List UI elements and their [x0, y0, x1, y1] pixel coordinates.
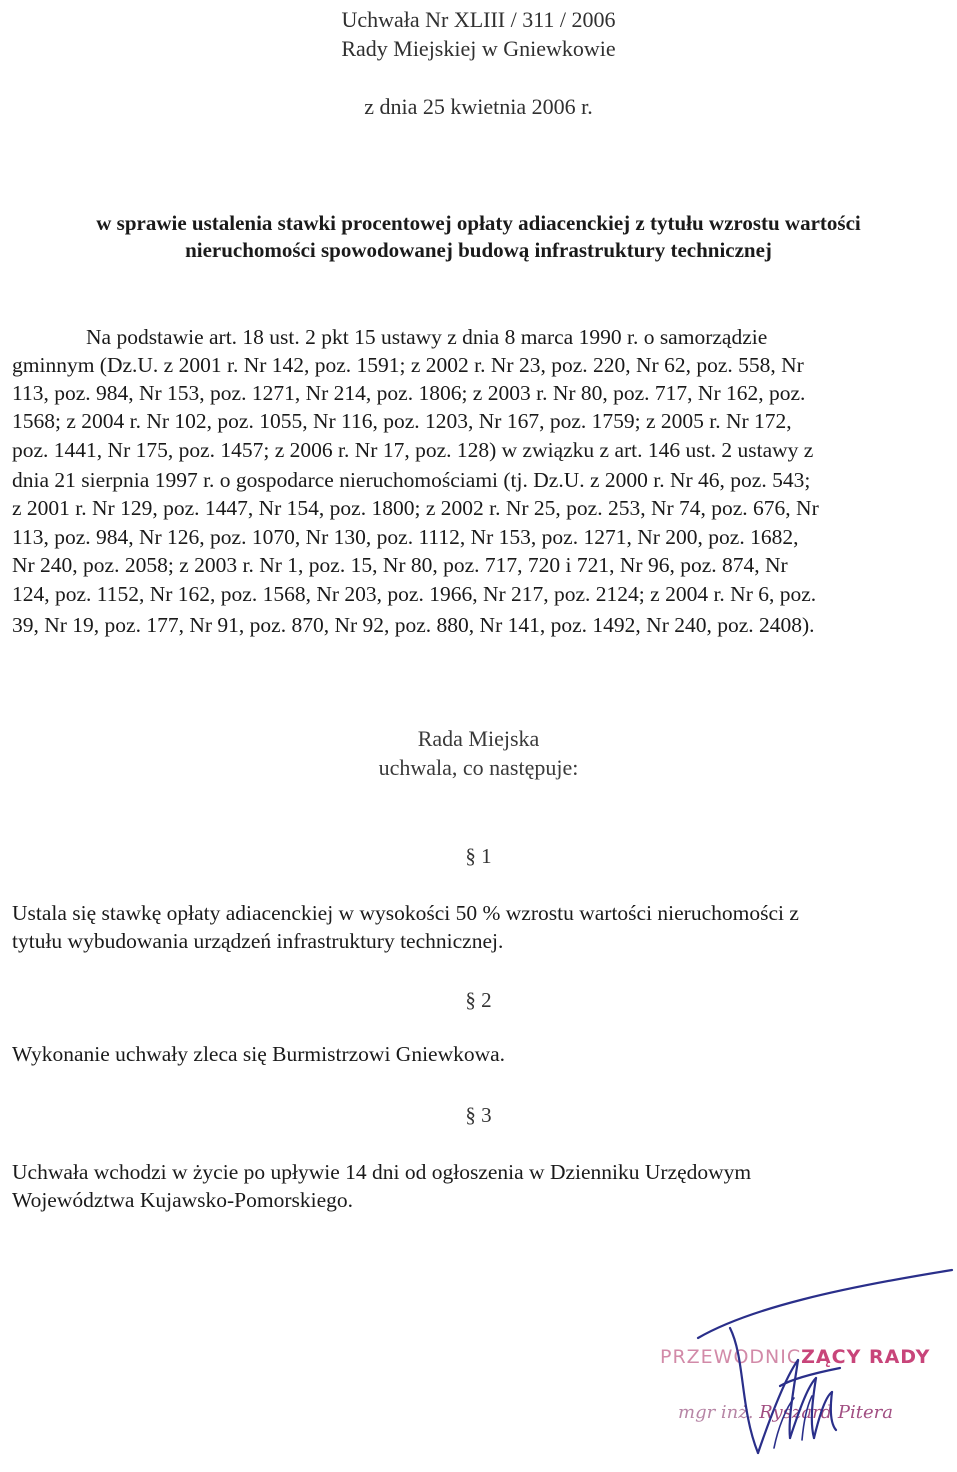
handwritten-signature — [690, 1268, 957, 1472]
preamble-line: Nr 240, poz. 2058; z 2003 r. Nr 1, poz. 15, Nr 80, poz. 717, 720 i 721, Nr 96, poz. 874, Nr — [12, 553, 788, 577]
section-3-text: Województwa Kujawsko-Pomorskiego. — [12, 1188, 354, 1212]
preamble-line: 1568; z 2004 r. Nr 102, poz. 1055, Nr 116, poz. 1203, Nr 167, poz. 1759; z 2005 r. Nr 172, — [12, 409, 792, 433]
section-1-mark: § 1 — [465, 844, 492, 868]
preamble-line: Na podstawie art. 18 ust. 2 pkt 15 ustawy z dnia 8 marca 1990 r. o samorządzie — [86, 325, 768, 349]
section-1-text: Ustala się stawkę opłaty adiacenckiej w wysokości 50 % wzrostu wartości nieruchomości z — [12, 901, 799, 925]
preamble-line: 124, poz. 1152, Nr 162, poz. 1568, Nr 203, poz. 1966, Nr 217, poz. 2124; z 2004 r. Nr 6, poz. — [12, 582, 817, 606]
resolution-date: z dnia 25 kwietnia 2006 r. — [364, 94, 593, 119]
preamble-line: z 2001 r. Nr 129, poz. 1447, Nr 154, poz. 1800; z 2002 r. Nr 25, poz. 253, Nr 74, poz. 676, Nr — [12, 496, 819, 520]
section-2-text: Wykonanie uchwały zleca się Burmistrzowi Gniewkowa. — [12, 1042, 506, 1066]
section-3-mark: § 3 — [465, 1103, 492, 1127]
preamble-line: gminnym (Dz.U. z 2001 r. Nr 142, poz. 1591; z 2002 r. Nr 23, poz. 220, Nr 62, poz. 558, Nr — [12, 353, 804, 377]
resolution-title-line-2: nieruchomości spowodowanej budową infrastruktury technicznej — [185, 238, 772, 262]
preamble-line: poz. 1441, Nr 175, poz. 1457; z 2006 r. Nr 17, poz. 128) w związku z art. 146 ust. 2 ustawy z — [12, 438, 814, 462]
preamble-line: dnia 21 sierpnia 1997 r. o gospodarce nieruchomościami (tj. Dz.U. z 2000 r. Nr 46, poz. 543; — [12, 468, 811, 492]
preamble-line: 39, Nr 19, poz. 177, Nr 91, poz. 870, Nr 92, poz. 880, Nr 141, poz. 1492, Nr 240, poz. 2408). — [12, 613, 815, 637]
preamble-line: 113, poz. 984, Nr 153, poz. 1271, Nr 214, poz. 1806; z 2003 r. Nr 80, poz. 717, Nr 162, poz. — [12, 381, 806, 405]
resolution-number: Uchwała Nr XLIII / 311 / 2006 — [341, 7, 616, 32]
stamp-title: PRZEWODNICZĄCY RADY — [660, 1346, 931, 1368]
resolution-title-line-1: w sprawie ustalenia stawki procentowej opłaty adiacenckiej z tytułu wzrostu wartości — [96, 211, 861, 235]
preamble-line: 113, poz. 984, Nr 126, poz. 1070, Nr 130, poz. 1112, Nr 153, poz. 1271, Nr 200, poz. 1682, — [12, 525, 799, 549]
council-heading: Rada Miejska — [417, 726, 540, 751]
section-1-text: tytułu wybudowania urządzeń infrastruktury technicznej. — [12, 929, 504, 953]
section-3-text: Uchwała wchodzi w życie po upływie 14 dni od ogłoszenia w Dzienniku Urzędowym — [12, 1160, 752, 1184]
section-2-mark: § 2 — [465, 988, 492, 1012]
stamp-name: mgr inż. Ryszard Pitera — [678, 1402, 894, 1423]
council-decides: uchwala, co następuje: — [378, 755, 579, 780]
council-name: Rady Miejskiej w Gniewkowie — [341, 36, 616, 61]
